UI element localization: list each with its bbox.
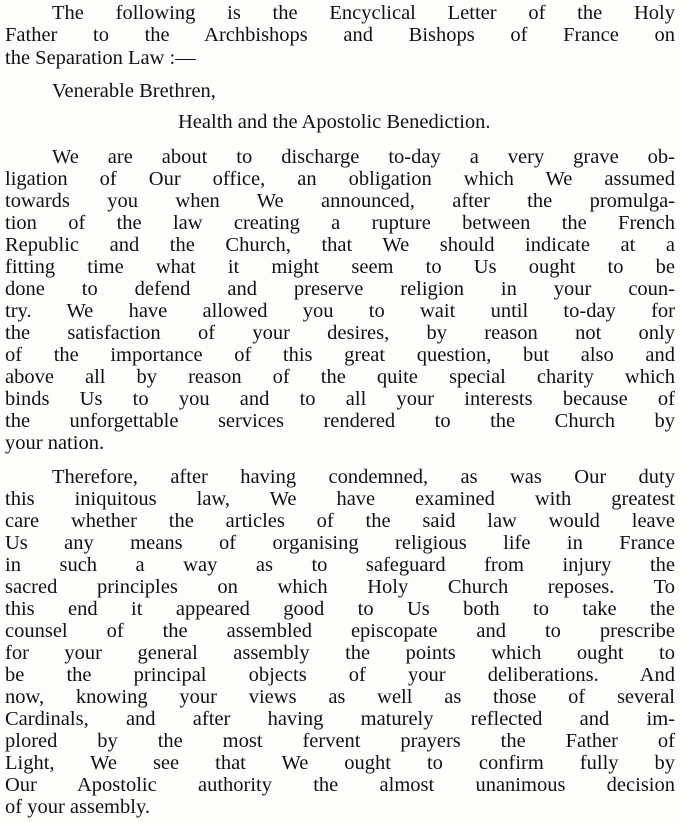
- paragraph-1-line: your nation.: [5, 432, 105, 454]
- paragraph-1-line: We are about to discharge to-day a very grave ob-: [52, 146, 675, 168]
- paragraph-2-line: for your general assembly the points which ought to: [5, 642, 675, 664]
- paragraph-2-line: be the principal objects of your deliberations. And: [5, 664, 675, 686]
- paragraph-1-line: above all by reason of the quite special charity which: [5, 366, 675, 388]
- paragraph-2-line: sacred principles on which Holy Church reposes. To: [5, 576, 675, 598]
- paragraph-1-line: binds Us to you and to all your interests because of: [5, 388, 675, 410]
- paragraph-2-line: plored by the most fervent prayers the Father of: [5, 730, 675, 752]
- salutation: Venerable Brethren,: [52, 80, 216, 102]
- paragraph-1-line: of the importance of this great question, but also and: [5, 344, 675, 366]
- paragraph-2-line: counsel of the assembled episcopate and to prescribe: [5, 620, 675, 642]
- intro-line: Father to the Archbishops and Bishops of France on: [5, 24, 675, 46]
- paragraph-1-line: Republic and the Church, that We should indicate at a: [5, 234, 675, 256]
- paragraph-1-line: fitting time what it might seem to Us ought to be: [5, 256, 675, 278]
- paragraph-1-line: try. We have allowed you to wait until to-day for: [5, 300, 675, 322]
- paragraph-2-line: Our Apostolic authority the almost unanimous decision: [5, 774, 675, 796]
- paragraph-1-line: done to defend and preserve religion in your coun-: [5, 278, 675, 300]
- paragraph-2-line: Therefore, after having condemned, as was Our duty: [52, 466, 675, 488]
- paragraph-1-line: the unforgettable services rendered to the Church by: [5, 410, 675, 432]
- paragraph-1-line: the satisfaction of your desires, by reason not only: [5, 322, 675, 344]
- paragraph-2-line: care whether the articles of the said law would leave: [5, 510, 675, 532]
- paragraph-2-line: this iniquitous law, We have examined with greatest: [5, 488, 675, 510]
- paragraph-1-line: tion of the law creating a rupture between the French: [5, 212, 675, 234]
- paragraph-2-line: Cardinals, and after having maturely reflected and im-: [5, 708, 675, 730]
- paragraph-2-line: this end it appeared good to Us both to take the: [5, 598, 675, 620]
- intro-line: The following is the Encyclical Letter of the Holy: [52, 2, 675, 24]
- greeting: Health and the Apostolic Benediction.: [178, 111, 491, 133]
- intro-line: the Separation Law :—: [5, 47, 196, 69]
- paragraph-1-line: towards you when We announced, after the promulga-: [5, 190, 675, 212]
- paragraph-2-line: Us any means of organising religious life in France: [5, 532, 675, 554]
- paragraph-2-line: in such a way as to safeguard from injury the: [5, 554, 675, 576]
- paragraph-2-line: now, knowing your views as well as those of several: [5, 686, 675, 708]
- paragraph-2-line: Light, We see that We ought to confirm fully by: [5, 752, 675, 774]
- paragraph-2-line: of your assembly.: [5, 796, 150, 818]
- paragraph-1-line: ligation of Our office, an obligation which We assumed: [5, 168, 675, 190]
